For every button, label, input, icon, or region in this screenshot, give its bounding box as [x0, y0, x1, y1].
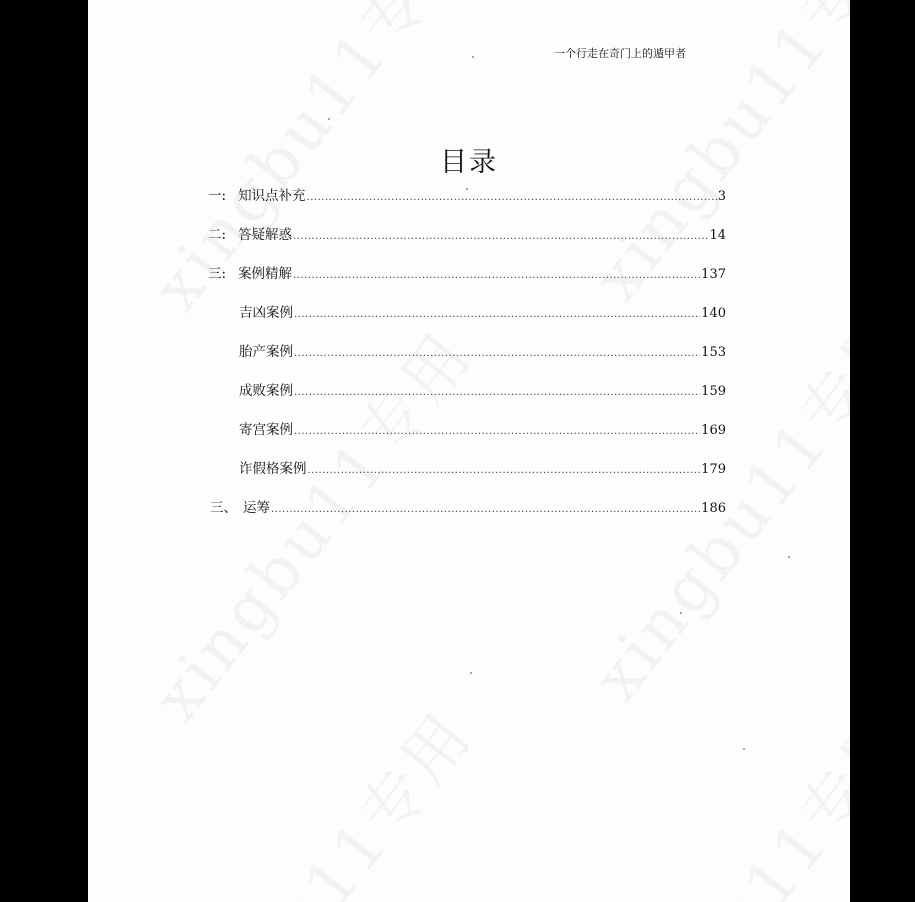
toc-leader-dots	[293, 227, 708, 247]
toc-entry-label: 答疑解惑	[238, 227, 293, 243]
toc-entry-page: 3	[717, 189, 726, 204]
toc-entry-label: 案例精解	[238, 266, 293, 282]
toc-leader-dots	[294, 383, 700, 403]
toc-entry[interactable]	[210, 498, 726, 518]
toc-entry-page: 140	[701, 306, 726, 321]
toc-entry[interactable]	[208, 264, 726, 284]
watermark-text	[128, 309, 490, 736]
scan-speck	[680, 612, 682, 614]
toc-entry-page: 186	[701, 501, 726, 516]
toc-leader-dots	[293, 266, 700, 286]
toc-entry-page: 153	[701, 345, 726, 360]
toc-leader-dots	[271, 500, 700, 520]
watermark-text	[128, 689, 490, 902]
watermark-text	[568, 689, 850, 902]
toc-entry-number: 一:	[208, 188, 227, 204]
toc-entry-page: 14	[709, 228, 726, 243]
scan-speck	[472, 56, 474, 58]
toc-leader-dots	[294, 344, 700, 364]
toc-leader-dots	[308, 461, 701, 481]
toc-entry-page: 179	[701, 462, 726, 477]
toc-title: 目录	[440, 147, 498, 178]
toc-entry[interactable]	[239, 420, 726, 440]
toc-entry[interactable]	[239, 303, 726, 323]
scan-speck	[470, 672, 472, 674]
toc-leader-dots	[307, 188, 717, 208]
toc-entry-label: 成败案例	[239, 383, 293, 399]
scan-speck	[743, 748, 745, 750]
scan-speck	[328, 118, 330, 120]
toc-entry-page: 159	[701, 384, 726, 399]
toc-entry[interactable]	[239, 381, 726, 401]
toc-leader-dots	[294, 305, 700, 325]
toc-entry-label: 诈假格案例	[239, 461, 307, 477]
scan-speck	[466, 188, 468, 190]
toc-leader-dots	[294, 422, 700, 442]
toc-entry-page: 169	[701, 423, 726, 438]
toc-entry-number: 三、	[210, 500, 237, 516]
document-page	[88, 0, 850, 902]
watermark-layer	[88, 0, 850, 902]
running-header: 一个行走在奇门上的遁甲者	[554, 47, 686, 60]
toc-entry-label: 知识点补充	[238, 188, 306, 204]
toc-entry[interactable]	[239, 459, 726, 479]
scan-speck	[788, 556, 790, 558]
toc-entry-number: 二:	[208, 227, 227, 243]
toc-entry[interactable]	[239, 342, 726, 362]
toc-entry-page: 137	[701, 267, 726, 282]
toc-entry-label: 寄宫案例	[239, 422, 293, 438]
toc-entry-label: 吉凶案例	[239, 305, 293, 321]
toc-entry-label: 运筹	[243, 500, 270, 516]
toc-entry-number: 三:	[208, 266, 227, 282]
toc-entry[interactable]	[208, 225, 726, 245]
toc-entry-label: 胎产案例	[239, 344, 293, 360]
